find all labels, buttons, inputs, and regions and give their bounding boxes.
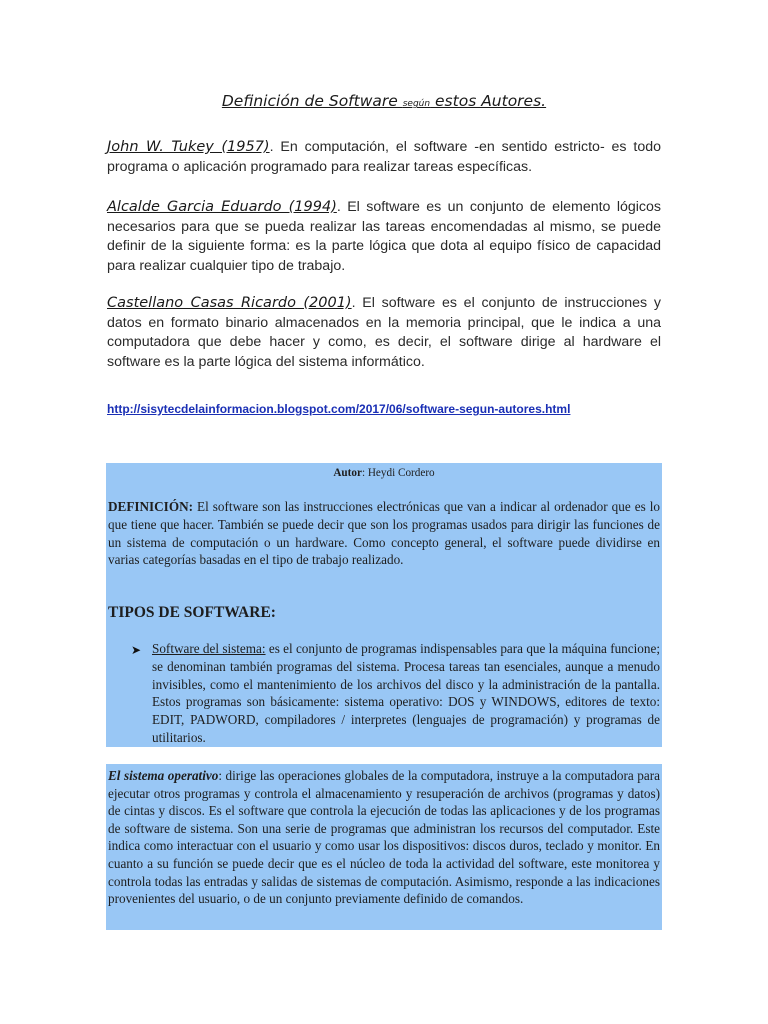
so-text: : dirige las operaciones globales de la computadora, instruye a la computadora para ejecutar otros programas y controla el almacenamiento y resuperación de archivos (programas y datos) de cintas y discos. Es el software que controla la ejecución de todas las aplicaciones y de los programas de software de sistema. Son una serie de programas que administran los recursos del computador. Este indica como interactuar con el usuario y como usar los dispositivos: discos duros, teclado y monitor. En cuanto a su función se puede decir que es el núcleo de toda la actividad del software, este monitorea y controla todas las entradas y salidas de sistemas de computación. Asimismo, responde a las indicaciones provenientes del usuario, o de un conjunto previamente definido de comandos. — [108, 768, 660, 907]
page-title — [0, 92, 768, 110]
author-paragraph-3 — [107, 294, 661, 372]
author-name-3: Castellano Casas Ricardo (2001) — [107, 295, 352, 311]
author-name-2: Alcalde Garcia Eduardo (1994) — [107, 199, 337, 215]
tipos-heading: TIPOS DE SOFTWARE: — [108, 604, 276, 621]
author-paragraph-2 — [107, 198, 661, 276]
autor-value: : Heydi Cordero — [361, 467, 435, 479]
so-label: El sistema operativo — [108, 768, 219, 783]
sistema-operativo-box — [106, 764, 662, 930]
sistema-operativo-paragraph — [108, 767, 660, 908]
title-part1: Definición de Software — [221, 92, 403, 110]
definition-paragraph — [108, 498, 660, 569]
autor-line — [106, 467, 662, 479]
author-text-3: . El software es el conjunto de instrucciones y datos en formato binario almacenados en la memoria principal, que le indica a una computadora que debe hacer y como, es decir, el software dirige al hardware el software es la parte lógica del sistema informático. — [107, 295, 661, 370]
author-text-1: . En computación, el software -en sentido estricto- es todo programa o aplicación programado para realizar tareas específicas. — [107, 139, 661, 175]
source-link[interactable]: http://sisytecdelainformacion.blogspot.com/2017/06/software-segun-autores.html — [107, 402, 571, 416]
definition-label: DEFINICIÓN: — [108, 499, 193, 514]
title-small: según — [402, 99, 431, 109]
author-name-1: John W. Tukey (1957) — [107, 139, 270, 155]
definition-text: El software son las instrucciones electrónicas que van a indicar al ordenador que es lo que tiene que hacer. También se puede decir que son los programas usados para dirigir las funciones de un sistema de computación o un hardware. Como concepto general, el software puede dividirse en varias categorías basadas en el tipo de trabajo realizado. — [108, 499, 660, 568]
title-part2: estos Autores. — [430, 92, 547, 110]
arrow-bullet-icon: ➤ — [131, 643, 142, 657]
bullet-text: es el conjunto de programas indispensables para que la máquina funcione; se denominan también programas del sistema. Procesa tareas tan esenciales, aunque a menudo invisibles, como el mantenimiento de los archivos del disco y la administración de la pantalla. Estos programas son básicamente: sistema operativo: DOS y WINDOWS, editores de texto: EDIT, PADWORD, compiladores / interpretes (lenguajes de programación) y programas de utilitarios. — [152, 641, 661, 745]
software-sistema-item — [152, 640, 660, 747]
autor-label: Autor — [333, 467, 362, 479]
bullet-label: Software del sistema: — [152, 641, 266, 656]
author-text-2: . El software es un conjunto de elemento lógicos necesarios para que se pueda realizar las tareas encomendadas al mismo, se puede definir de la siguiente forma: es la parte lógica que dota al equipo físico de capacidad para realizar cualquier tipo de trabajo. — [107, 199, 662, 274]
author-paragraph-1 — [107, 138, 661, 177]
